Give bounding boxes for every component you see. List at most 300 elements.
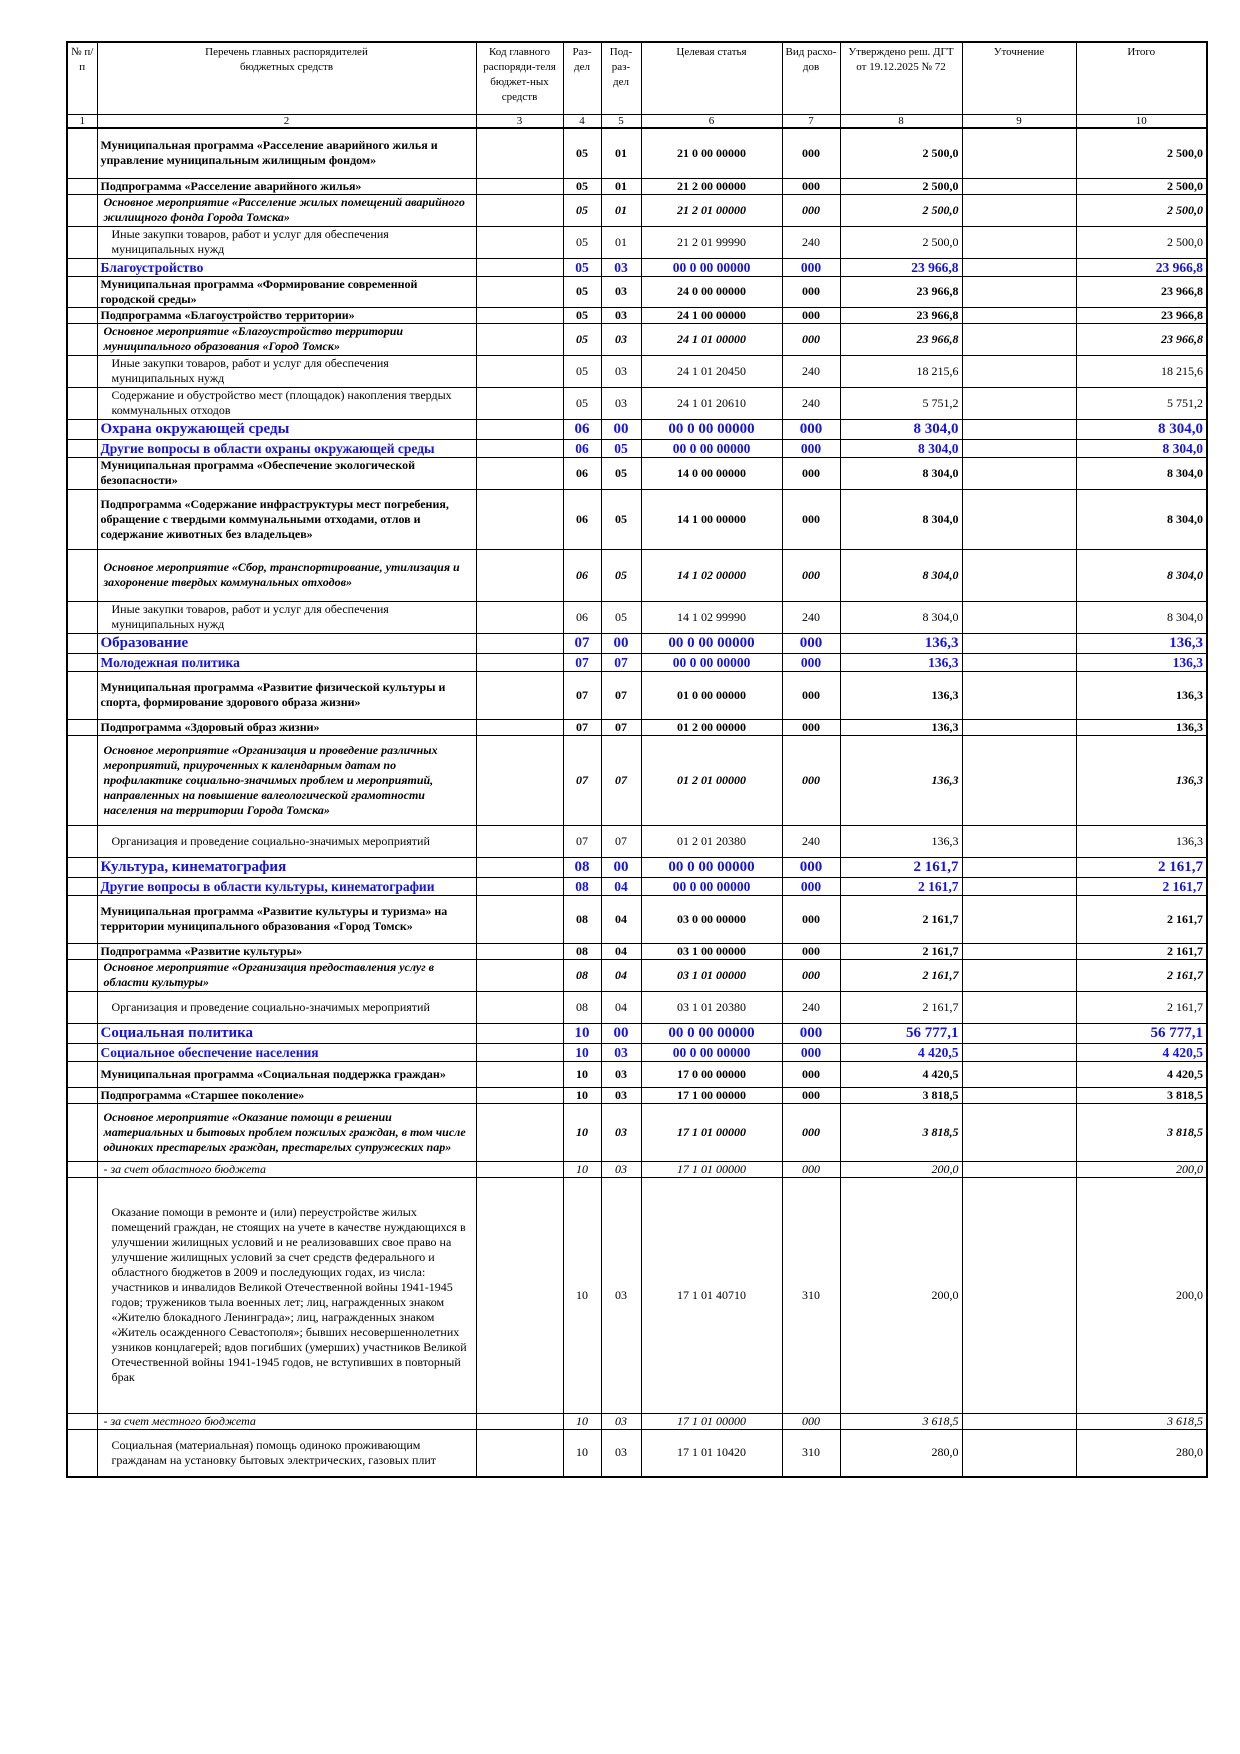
row-razdel-cell: 08 <box>563 895 601 943</box>
row-approved-cell: 3 818,5 <box>840 1087 962 1103</box>
row-target-article-cell: 01 0 00 00000 <box>641 671 782 719</box>
header-podrazdel: Под-раз-дел <box>601 42 641 114</box>
row-razdel-cell: 07 <box>563 671 601 719</box>
row-target-article-cell: 00 0 00 00000 <box>641 653 782 671</box>
row-target-article-cell: 17 1 00 00000 <box>641 1087 782 1103</box>
row-razdel-cell: 06 <box>563 439 601 457</box>
row-podrazdel-cell: 07 <box>601 825 641 857</box>
row-razdel-cell: 07 <box>563 719 601 735</box>
row-total-cell: 4 420,5 <box>1076 1061 1207 1087</box>
row-number-cell <box>67 489 97 549</box>
row-target-article-cell: 24 1 01 00000 <box>641 323 782 355</box>
row-name-cell: Благоустройство <box>97 258 476 276</box>
row-total-cell: 8 304,0 <box>1076 457 1207 489</box>
row-total-cell: 23 966,8 <box>1076 323 1207 355</box>
header-razdel: Раз-дел <box>563 42 601 114</box>
row-approved-cell: 5 751,2 <box>840 387 962 419</box>
row-adjustment-cell <box>962 355 1076 387</box>
row-name-cell: Основное мероприятие «Организация предоставления услуг в области культуры» <box>97 959 476 991</box>
table-row <box>67 419 1207 439</box>
row-number-cell <box>67 1103 97 1161</box>
header-name-line2: бюджетных средств <box>239 61 334 73</box>
row-name-cell: Образование <box>97 633 476 653</box>
header-expense-type: Вид расхо-дов <box>782 42 840 114</box>
row-podrazdel-cell: 01 <box>601 178 641 194</box>
row-adjustment-cell <box>962 991 1076 1023</box>
row-code-cell <box>476 671 563 719</box>
row-name-cell: Молодежная политика <box>97 653 476 671</box>
row-target-article-cell: 00 0 00 00000 <box>641 439 782 457</box>
row-code-cell <box>476 457 563 489</box>
row-approved-cell: 2 500,0 <box>840 178 962 194</box>
row-adjustment-cell <box>962 258 1076 276</box>
table-header-row <box>67 42 1207 114</box>
row-approved-cell: 2 500,0 <box>840 194 962 226</box>
table-row <box>67 489 1207 549</box>
row-name-cell: Подпрограмма «Развитие культуры» <box>97 943 476 959</box>
column-number: 5 <box>601 114 641 128</box>
row-code-cell <box>476 1161 563 1177</box>
row-code-cell <box>476 549 563 601</box>
table-row <box>67 653 1207 671</box>
row-code-cell <box>476 194 563 226</box>
row-name-cell: Подпрограмма «Содержание инфраструктуры мест погребения, обращение с твердыми коммунальными отходами, отлов и содержание животных без владельцев» <box>97 489 476 549</box>
row-code-cell <box>476 178 563 194</box>
table-row <box>67 719 1207 735</box>
row-razdel-cell: 05 <box>563 226 601 258</box>
row-podrazdel-cell: 03 <box>601 1061 641 1087</box>
column-number: 1 <box>67 114 97 128</box>
row-podrazdel-cell: 03 <box>601 1043 641 1061</box>
row-total-cell: 2 161,7 <box>1076 991 1207 1023</box>
row-approved-cell: 136,3 <box>840 671 962 719</box>
row-code-cell <box>476 1429 563 1477</box>
row-approved-cell: 200,0 <box>840 1177 962 1413</box>
table-row <box>67 194 1207 226</box>
row-razdel-cell: 08 <box>563 943 601 959</box>
row-podrazdel-cell: 03 <box>601 1413 641 1429</box>
row-podrazdel-cell: 03 <box>601 355 641 387</box>
row-code-cell <box>476 959 563 991</box>
row-code-cell <box>476 1061 563 1087</box>
row-name-cell: Охрана окружающей среды <box>97 419 476 439</box>
row-number-cell <box>67 1429 97 1477</box>
row-total-cell: 8 304,0 <box>1076 549 1207 601</box>
row-target-article-cell: 24 1 00 00000 <box>641 307 782 323</box>
row-number-cell <box>67 419 97 439</box>
row-total-cell: 23 966,8 <box>1076 258 1207 276</box>
row-approved-cell: 3 818,5 <box>840 1103 962 1161</box>
row-expense-type-cell: 000 <box>782 857 840 877</box>
row-number-cell <box>67 671 97 719</box>
row-approved-cell: 136,3 <box>840 825 962 857</box>
row-total-cell: 8 304,0 <box>1076 601 1207 633</box>
row-number-cell <box>67 1061 97 1087</box>
row-total-cell: 2 161,7 <box>1076 943 1207 959</box>
row-number-cell <box>67 323 97 355</box>
table-row <box>67 258 1207 276</box>
row-expense-type-cell: 000 <box>782 489 840 549</box>
row-number-cell <box>67 601 97 633</box>
row-name-cell: Содержание и обустройство мест (площадок) накопления твердых коммунальных отходов <box>97 387 476 419</box>
row-target-article-cell: 03 1 01 00000 <box>641 959 782 991</box>
column-number-row <box>67 114 1207 128</box>
header-approved: Утверждено реш. ДГТ от 19.12.2025 № 72 <box>840 42 962 114</box>
row-razdel-cell: 05 <box>563 258 601 276</box>
row-approved-cell: 23 966,8 <box>840 307 962 323</box>
row-expense-type-cell: 000 <box>782 457 840 489</box>
row-target-article-cell: 01 2 00 00000 <box>641 719 782 735</box>
row-adjustment-cell <box>962 307 1076 323</box>
row-approved-cell: 8 304,0 <box>840 419 962 439</box>
row-total-cell: 8 304,0 <box>1076 419 1207 439</box>
row-approved-cell: 200,0 <box>840 1161 962 1177</box>
row-code-cell <box>476 489 563 549</box>
row-target-article-cell: 03 1 01 20380 <box>641 991 782 1023</box>
row-expense-type-cell: 240 <box>782 601 840 633</box>
row-number-cell <box>67 895 97 943</box>
row-code-cell <box>476 601 563 633</box>
row-total-cell: 8 304,0 <box>1076 439 1207 457</box>
row-razdel-cell: 08 <box>563 857 601 877</box>
row-name-cell: - за счет областного бюджета <box>97 1161 476 1177</box>
table-row <box>67 857 1207 877</box>
row-code-cell <box>476 1103 563 1161</box>
row-number-cell <box>67 1161 97 1177</box>
row-target-article-cell: 14 0 00 00000 <box>641 457 782 489</box>
row-razdel-cell: 06 <box>563 489 601 549</box>
row-razdel-cell: 10 <box>563 1103 601 1161</box>
row-adjustment-cell <box>962 1413 1076 1429</box>
row-total-cell: 2 500,0 <box>1076 226 1207 258</box>
row-number-cell <box>67 877 97 895</box>
row-target-article-cell: 00 0 00 00000 <box>641 258 782 276</box>
column-number: 9 <box>962 114 1076 128</box>
table-row <box>67 1087 1207 1103</box>
row-razdel-cell: 07 <box>563 633 601 653</box>
row-total-cell: 136,3 <box>1076 825 1207 857</box>
row-number-cell <box>67 959 97 991</box>
row-podrazdel-cell: 04 <box>601 877 641 895</box>
row-adjustment-cell <box>962 419 1076 439</box>
row-podrazdel-cell: 00 <box>601 857 641 877</box>
row-expense-type-cell: 000 <box>782 719 840 735</box>
row-target-article-cell: 14 1 02 00000 <box>641 549 782 601</box>
row-number-cell <box>67 857 97 877</box>
row-code-cell <box>476 877 563 895</box>
row-approved-cell: 2 161,7 <box>840 959 962 991</box>
row-podrazdel-cell: 03 <box>601 1087 641 1103</box>
row-approved-cell: 2 500,0 <box>840 128 962 178</box>
row-podrazdel-cell: 04 <box>601 943 641 959</box>
row-expense-type-cell: 000 <box>782 1103 840 1161</box>
row-name-cell: Муниципальная программа «Социальная поддержка граждан» <box>97 1061 476 1087</box>
row-number-cell <box>67 194 97 226</box>
row-expense-type-cell: 240 <box>782 226 840 258</box>
row-total-cell: 136,3 <box>1076 653 1207 671</box>
row-razdel-cell: 05 <box>563 323 601 355</box>
row-total-cell: 56 777,1 <box>1076 1023 1207 1043</box>
row-adjustment-cell <box>962 735 1076 825</box>
row-target-article-cell: 01 2 01 00000 <box>641 735 782 825</box>
row-total-cell: 2 161,7 <box>1076 857 1207 877</box>
row-adjustment-cell <box>962 719 1076 735</box>
row-expense-type-cell: 310 <box>782 1177 840 1413</box>
column-number: 3 <box>476 114 563 128</box>
row-adjustment-cell <box>962 1177 1076 1413</box>
row-expense-type-cell: 240 <box>782 387 840 419</box>
table-row <box>67 307 1207 323</box>
row-name-cell: Муниципальная программа «Формирование современной городской среды» <box>97 276 476 307</box>
table-row <box>67 457 1207 489</box>
row-number-cell <box>67 735 97 825</box>
row-code-cell <box>476 1043 563 1061</box>
row-approved-cell: 136,3 <box>840 735 962 825</box>
row-target-article-cell: 17 1 01 00000 <box>641 1103 782 1161</box>
row-podrazdel-cell: 01 <box>601 128 641 178</box>
row-name-cell: Иные закупки товаров, работ и услуг для обеспечения муниципальных нужд <box>97 355 476 387</box>
row-target-article-cell: 24 0 00 00000 <box>641 276 782 307</box>
table-row <box>67 895 1207 943</box>
table-row <box>67 276 1207 307</box>
row-code-cell <box>476 276 563 307</box>
row-code-cell <box>476 719 563 735</box>
header-name-line1: Перечень главных распорядителей <box>205 46 368 58</box>
row-number-cell <box>67 1413 97 1429</box>
row-name-cell: Другие вопросы в области культуры, кинематографии <box>97 877 476 895</box>
row-podrazdel-cell: 07 <box>601 735 641 825</box>
row-code-cell <box>476 355 563 387</box>
row-target-article-cell: 17 1 01 10420 <box>641 1429 782 1477</box>
row-name-cell: Иные закупки товаров, работ и услуг для обеспечения муниципальных нужд <box>97 601 476 633</box>
row-podrazdel-cell: 03 <box>601 1429 641 1477</box>
table-row <box>67 1043 1207 1061</box>
column-number: 4 <box>563 114 601 128</box>
row-name-cell: Основное мероприятие «Расселение жилых помещений аварийного жилищного фонда Города Томска» <box>97 194 476 226</box>
row-adjustment-cell <box>962 959 1076 991</box>
row-target-article-cell: 17 1 01 40710 <box>641 1177 782 1413</box>
row-name-cell: Основное мероприятие «Оказание помощи в решении материальных и бытовых проблем пожилых граждан, в том числе одиноких престарелых граждан, престарелых супружеских пар» <box>97 1103 476 1161</box>
table-row <box>67 877 1207 895</box>
row-total-cell: 136,3 <box>1076 719 1207 735</box>
row-expense-type-cell: 000 <box>782 194 840 226</box>
row-total-cell: 23 966,8 <box>1076 307 1207 323</box>
table-row <box>67 128 1207 178</box>
row-expense-type-cell: 240 <box>782 991 840 1023</box>
row-podrazdel-cell: 00 <box>601 633 641 653</box>
row-name-cell: Муниципальная программа «Развитие физической культуры и спорта, формирование здорового образа жизни» <box>97 671 476 719</box>
row-number-cell <box>67 439 97 457</box>
row-expense-type-cell: 000 <box>782 323 840 355</box>
header-code: Код главного распоряди-теля бюджет-ных средств <box>476 42 563 114</box>
row-total-cell: 2 500,0 <box>1076 128 1207 178</box>
row-adjustment-cell <box>962 1103 1076 1161</box>
row-razdel-cell: 07 <box>563 653 601 671</box>
row-podrazdel-cell: 03 <box>601 323 641 355</box>
table-row <box>67 959 1207 991</box>
row-expense-type-cell: 240 <box>782 825 840 857</box>
row-code-cell <box>476 991 563 1023</box>
table-row <box>67 1429 1207 1477</box>
table-row <box>67 549 1207 601</box>
row-code-cell <box>476 943 563 959</box>
table-row <box>67 1103 1207 1161</box>
row-razdel-cell: 05 <box>563 307 601 323</box>
row-expense-type-cell: 000 <box>782 1023 840 1043</box>
row-adjustment-cell <box>962 653 1076 671</box>
row-code-cell <box>476 857 563 877</box>
row-approved-cell: 136,3 <box>840 719 962 735</box>
row-adjustment-cell <box>962 178 1076 194</box>
row-podrazdel-cell: 03 <box>601 1161 641 1177</box>
row-target-article-cell: 00 0 00 00000 <box>641 1043 782 1061</box>
row-number-cell <box>67 1023 97 1043</box>
row-total-cell: 2 161,7 <box>1076 877 1207 895</box>
row-approved-cell: 8 304,0 <box>840 549 962 601</box>
row-target-article-cell: 21 2 01 00000 <box>641 194 782 226</box>
row-code-cell <box>476 419 563 439</box>
row-number-cell <box>67 549 97 601</box>
row-expense-type-cell: 000 <box>782 1043 840 1061</box>
row-number-cell <box>67 387 97 419</box>
row-name-cell: Основное мероприятие «Благоустройство территории муниципального образования «Город Томск» <box>97 323 476 355</box>
row-razdel-cell: 05 <box>563 387 601 419</box>
row-podrazdel-cell: 05 <box>601 489 641 549</box>
row-code-cell <box>476 1023 563 1043</box>
row-adjustment-cell <box>962 1043 1076 1061</box>
row-name-cell: Социальная (материальная) помощь одиноко проживающим гражданам на установку бытовых электрических, газовых плит <box>97 1429 476 1477</box>
row-razdel-cell: 10 <box>563 1177 601 1413</box>
row-target-article-cell: 24 1 01 20610 <box>641 387 782 419</box>
row-total-cell: 2 161,7 <box>1076 959 1207 991</box>
header-number: № п/п <box>67 42 97 114</box>
row-name-cell: Другие вопросы в области охраны окружающей среды <box>97 439 476 457</box>
row-expense-type-cell: 000 <box>782 877 840 895</box>
row-razdel-cell: 05 <box>563 276 601 307</box>
row-target-article-cell: 14 1 00 00000 <box>641 489 782 549</box>
row-approved-cell: 23 966,8 <box>840 276 962 307</box>
row-total-cell: 4 420,5 <box>1076 1043 1207 1061</box>
table-row <box>67 1161 1207 1177</box>
row-target-article-cell: 17 0 00 00000 <box>641 1061 782 1087</box>
row-total-cell: 3 618,5 <box>1076 1413 1207 1429</box>
column-number: 6 <box>641 114 782 128</box>
row-total-cell: 3 818,5 <box>1076 1087 1207 1103</box>
row-name-cell: Подпрограмма «Здоровый образ жизни» <box>97 719 476 735</box>
row-total-cell: 136,3 <box>1076 735 1207 825</box>
row-code-cell <box>476 387 563 419</box>
row-total-cell: 3 818,5 <box>1076 1103 1207 1161</box>
row-adjustment-cell <box>962 857 1076 877</box>
row-name-cell: Подпрограмма «Благоустройство территории» <box>97 307 476 323</box>
row-razdel-cell: 10 <box>563 1043 601 1061</box>
row-expense-type-cell: 000 <box>782 276 840 307</box>
row-expense-type-cell: 000 <box>782 419 840 439</box>
row-podrazdel-cell: 04 <box>601 895 641 943</box>
row-number-cell <box>67 128 97 178</box>
row-number-cell <box>67 178 97 194</box>
row-adjustment-cell <box>962 549 1076 601</box>
row-total-cell: 2 500,0 <box>1076 194 1207 226</box>
row-target-article-cell: 21 0 00 00000 <box>641 128 782 178</box>
row-expense-type-cell: 000 <box>782 633 840 653</box>
row-approved-cell: 56 777,1 <box>840 1023 962 1043</box>
row-total-cell: 200,0 <box>1076 1161 1207 1177</box>
row-razdel-cell: 08 <box>563 991 601 1023</box>
row-target-article-cell: 00 0 00 00000 <box>641 877 782 895</box>
row-podrazdel-cell: 07 <box>601 671 641 719</box>
row-expense-type-cell: 310 <box>782 1429 840 1477</box>
row-total-cell: 18 215,6 <box>1076 355 1207 387</box>
row-razdel-cell: 10 <box>563 1161 601 1177</box>
table-row <box>67 323 1207 355</box>
row-approved-cell: 2 161,7 <box>840 943 962 959</box>
row-adjustment-cell <box>962 226 1076 258</box>
row-adjustment-cell <box>962 1161 1076 1177</box>
row-name-cell: - за счет местного бюджета <box>97 1413 476 1429</box>
row-number-cell <box>67 633 97 653</box>
row-adjustment-cell <box>962 489 1076 549</box>
header-target-article: Целевая статья <box>641 42 782 114</box>
row-adjustment-cell <box>962 601 1076 633</box>
row-expense-type-cell: 000 <box>782 128 840 178</box>
row-expense-type-cell: 000 <box>782 943 840 959</box>
row-number-cell <box>67 653 97 671</box>
row-razdel-cell: 08 <box>563 877 601 895</box>
row-total-cell: 2 161,7 <box>1076 895 1207 943</box>
row-expense-type-cell: 000 <box>782 671 840 719</box>
row-approved-cell: 136,3 <box>840 633 962 653</box>
row-razdel-cell: 07 <box>563 825 601 857</box>
row-name-cell: Иные закупки товаров, работ и услуг для обеспечения муниципальных нужд <box>97 226 476 258</box>
row-podrazdel-cell: 05 <box>601 457 641 489</box>
row-approved-cell: 2 161,7 <box>840 895 962 943</box>
table-row <box>67 671 1207 719</box>
table-body <box>67 42 1207 1477</box>
table-row <box>67 943 1207 959</box>
row-podrazdel-cell: 03 <box>601 1103 641 1161</box>
row-adjustment-cell <box>962 1429 1076 1477</box>
row-expense-type-cell: 000 <box>782 1413 840 1429</box>
row-approved-cell: 23 966,8 <box>840 258 962 276</box>
row-razdel-cell: 05 <box>563 194 601 226</box>
row-name-cell: Муниципальная программа «Обеспечение экологической безопасности» <box>97 457 476 489</box>
column-number: 10 <box>1076 114 1207 128</box>
row-number-cell <box>67 825 97 857</box>
row-total-cell: 8 304,0 <box>1076 489 1207 549</box>
table-row <box>67 226 1207 258</box>
row-target-article-cell: 03 0 00 00000 <box>641 895 782 943</box>
row-number-cell <box>67 719 97 735</box>
row-target-article-cell: 00 0 00 00000 <box>641 857 782 877</box>
header-name <box>97 42 476 114</box>
table-row <box>67 355 1207 387</box>
row-approved-cell: 23 966,8 <box>840 323 962 355</box>
row-approved-cell: 2 161,7 <box>840 857 962 877</box>
row-target-article-cell: 17 1 01 00000 <box>641 1413 782 1429</box>
row-approved-cell: 136,3 <box>840 653 962 671</box>
table-row <box>67 439 1207 457</box>
row-target-article-cell: 21 2 01 99990 <box>641 226 782 258</box>
row-adjustment-cell <box>962 877 1076 895</box>
row-code-cell <box>476 1177 563 1413</box>
row-expense-type-cell: 240 <box>782 355 840 387</box>
row-approved-cell: 4 420,5 <box>840 1061 962 1087</box>
row-razdel-cell: 10 <box>563 1023 601 1043</box>
row-razdel-cell: 10 <box>563 1413 601 1429</box>
row-approved-cell: 8 304,0 <box>840 457 962 489</box>
row-razdel-cell: 05 <box>563 178 601 194</box>
